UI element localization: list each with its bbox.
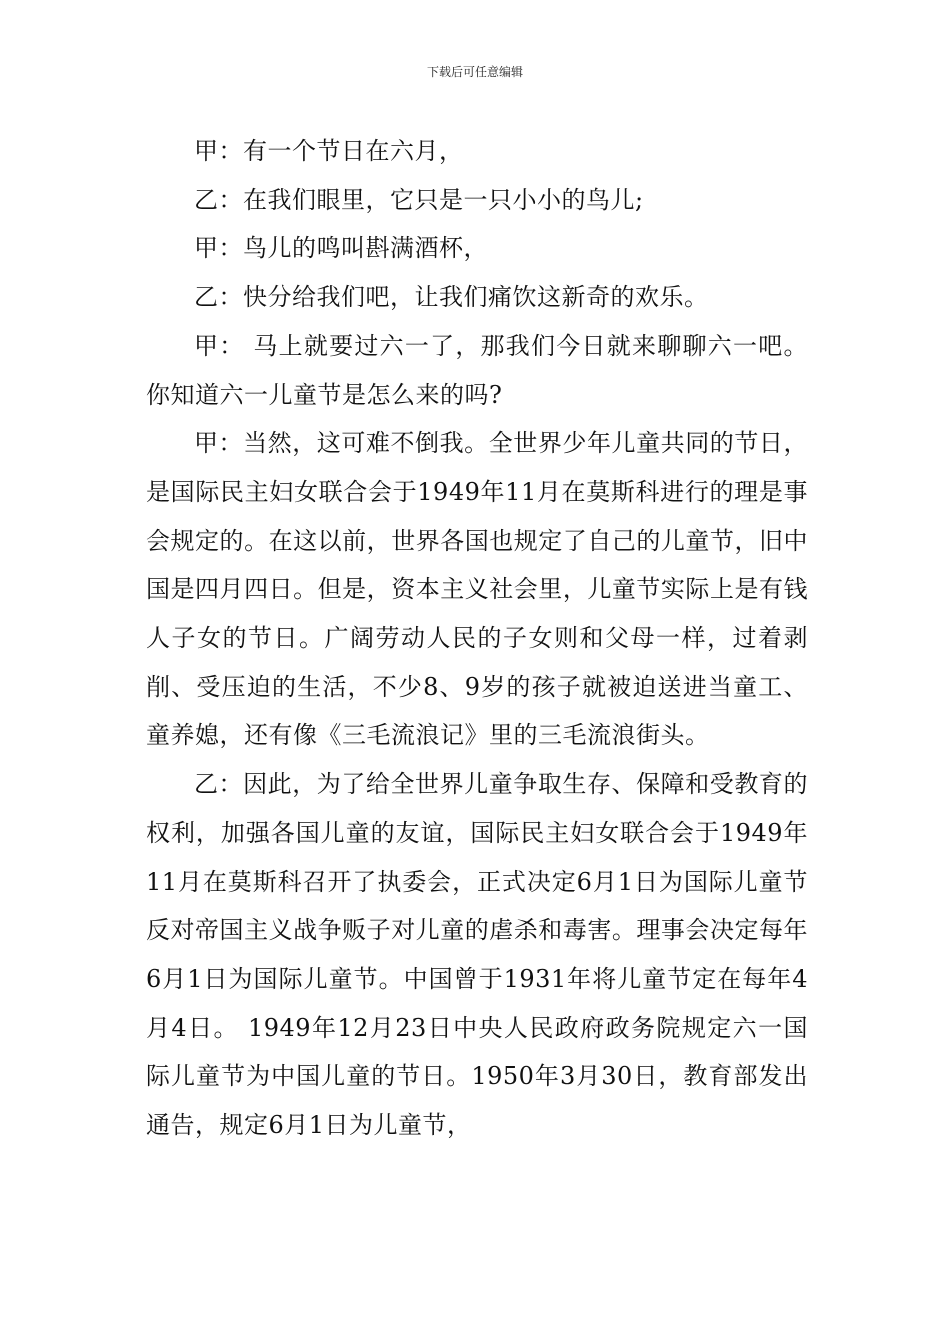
dialogue-line-1: 甲：有一个节日在六月， [194,137,464,165]
dialogue-line-5: 甲： 马上就要过六一了，那我们今日就来聊聊六一吧。你知道六一儿童节是怎么来的吗? [146,331,808,409]
dialogue-line-7: 乙：因此，为了给全世界儿童争取生存、保障和受教育的权利，加强各国儿童的友谊，国际民主妇女联合会于1949年11月在莫斯科召开了执委会，正式决定6月1日为国际儿童节反对帝国主义战争贩子对儿童的虐杀和毒害。理事会决定每年6月1日为国际儿童节。中国曾于1931年将儿童节定在每年4月4日。 1949年12月23日中央人民政府政务院规定六一国际儿童节为中国儿童的节日。1950年3月30日，教育部发出通告，规定6月1日为儿童节， [146,770,808,1140]
dialogue-line-3: 甲：鸟儿的鸣叫斟满酒杯， [194,234,488,263]
page-header: 下载后可任意编辑 [426,65,523,79]
dialogue-line-6: 甲：当然，这可难不倒我。全世界少年儿童共同的节日，是国际民主妇女联合会于1949年11月在莫斯科进行的理是事会规定的。在这以前，世界各国也规定了自己的儿童节，旧中国是四月四日。但是，资本主义社会里，儿童节实际上是有钱人子女的节日。广阔劳动人民的子女则和父母一样，过着剥削、受压迫的生活，不少8、9岁的孩子就被迫送进当童工、童养媳，还有像《三毛流浪记》里的三毛流浪街头。 [146,429,808,750]
dialogue-line-4: 乙：快分给我们吧，让我们痛饮这新奇的欢乐。 [194,283,709,312]
dialogue-line-2: 乙：在我们眼里，它只是一只小小的鸟儿; [194,185,644,214]
document-body [146,127,808,1150]
